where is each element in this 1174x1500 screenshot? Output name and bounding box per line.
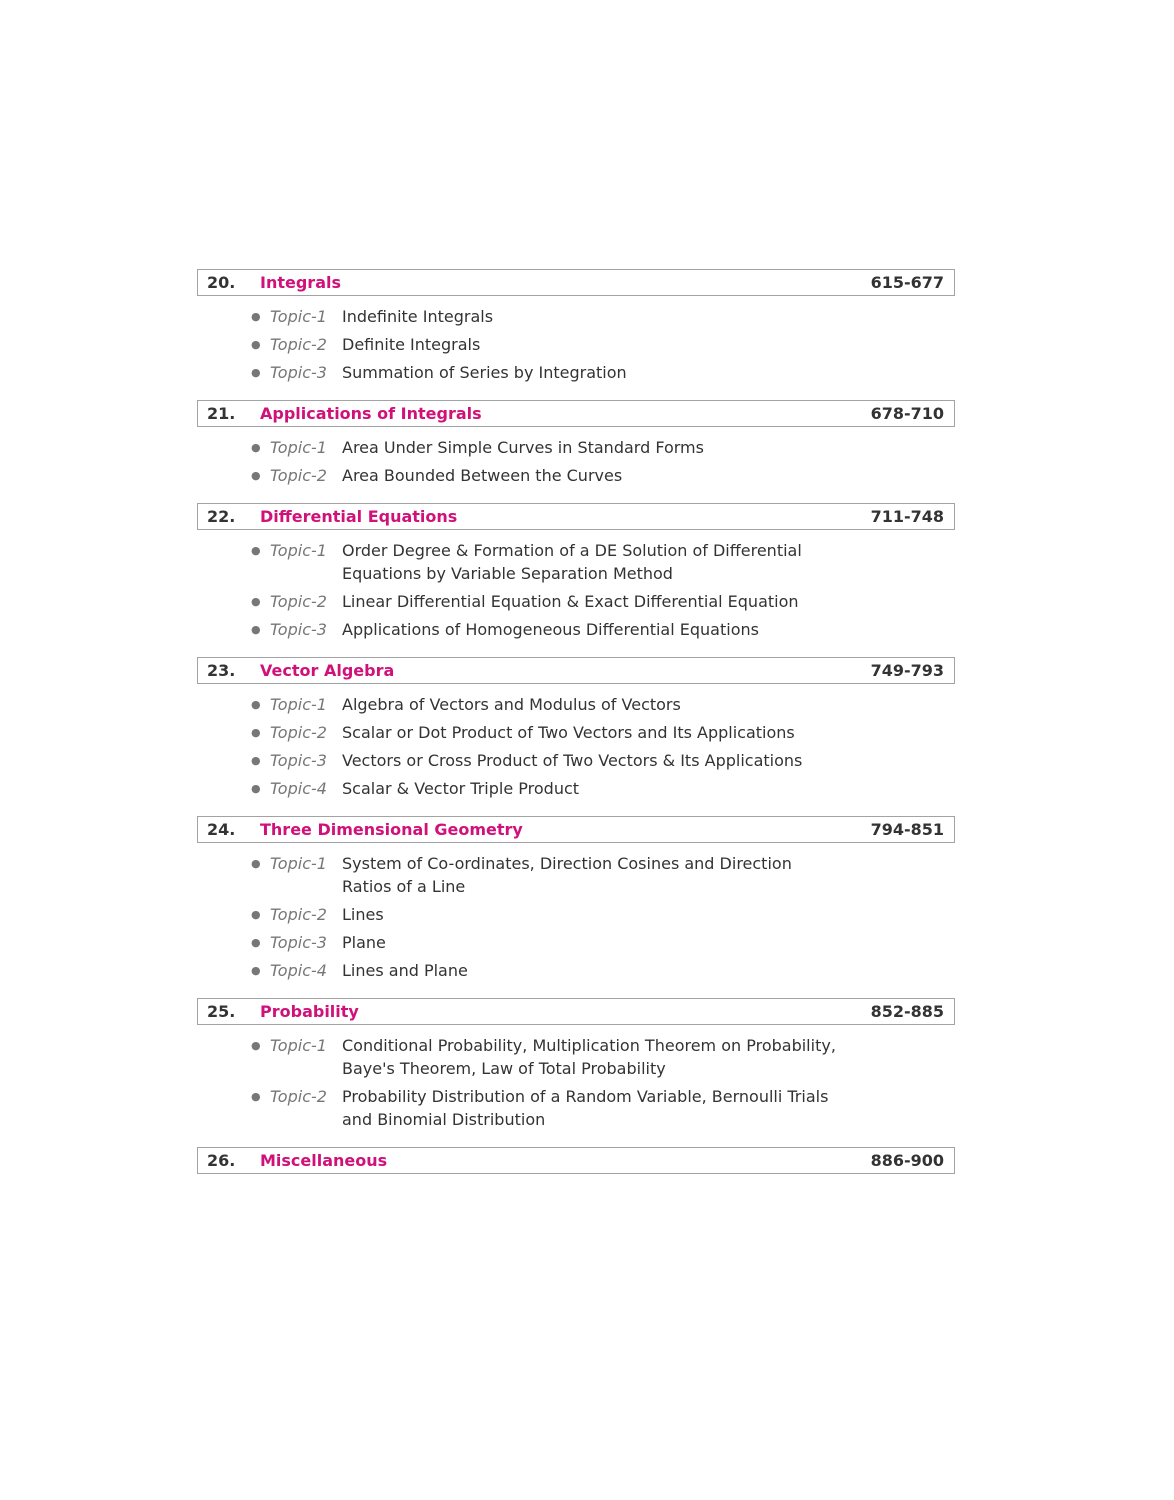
topic-label: Topic-4 xyxy=(270,961,327,980)
topic-text: Conditional Probability, Multiplication Theorem on Probability, Baye's Theorem, Law of Total Probability xyxy=(342,1036,836,1078)
bullet-icon: ● xyxy=(251,754,261,767)
list-item xyxy=(197,777,955,800)
chapter-title: Three Dimensional Geometry xyxy=(260,820,523,839)
list-item xyxy=(197,333,955,356)
topic-text: System of Co-ordinates, Direction Cosines and Direction Ratios of a Line xyxy=(342,854,792,896)
topic-list xyxy=(197,530,955,657)
bullet-icon: ● xyxy=(251,857,261,870)
chapter-pages: 711-748 xyxy=(870,507,944,526)
chapter-pages: 749-793 xyxy=(870,661,944,680)
bullet-icon: ● xyxy=(251,698,261,711)
topic-list xyxy=(197,427,955,503)
chapter-header xyxy=(197,816,955,843)
list-item xyxy=(197,1034,955,1080)
topic-list xyxy=(197,684,955,816)
chapter-number: 21. xyxy=(207,404,236,423)
bullet-icon: ● xyxy=(251,1090,261,1103)
chapter-number: 20. xyxy=(207,273,236,292)
bullet-icon: ● xyxy=(251,936,261,949)
list-item xyxy=(197,852,955,898)
topic-text: Plane xyxy=(342,933,386,952)
list-item xyxy=(197,931,955,954)
chapter-title: Applications of Integrals xyxy=(260,404,482,423)
chapter-number: 24. xyxy=(207,820,236,839)
chapter-header xyxy=(197,1147,955,1174)
bullet-icon: ● xyxy=(251,469,261,482)
bullet-icon: ● xyxy=(251,366,261,379)
chapter-pages: 615-677 xyxy=(870,273,944,292)
chapter-header xyxy=(197,657,955,684)
bullet-icon: ● xyxy=(251,782,261,795)
list-item xyxy=(197,464,955,487)
list-item xyxy=(197,305,955,328)
table-of-contents xyxy=(197,269,955,1174)
chapter-number: 25. xyxy=(207,1002,236,1021)
topic-label: Topic-3 xyxy=(270,751,327,770)
chapter-number: 22. xyxy=(207,507,236,526)
chapter-number: 23. xyxy=(207,661,236,680)
topic-label: Topic-1 xyxy=(270,307,327,326)
topic-label: Topic-2 xyxy=(270,592,327,611)
topic-text: Definite Integrals xyxy=(342,335,481,354)
chapter-header xyxy=(197,269,955,296)
topic-text: Scalar or Dot Product of Two Vectors and Its Applications xyxy=(342,723,795,742)
topic-list xyxy=(197,1025,955,1147)
bullet-icon: ● xyxy=(251,310,261,323)
list-item xyxy=(197,618,955,641)
chapter-number: 26. xyxy=(207,1151,236,1170)
topic-label: Topic-2 xyxy=(270,723,327,742)
chapter-header xyxy=(197,400,955,427)
bullet-icon: ● xyxy=(251,544,261,557)
topic-text: Probability Distribution of a Random Variable, Bernoulli Trials and Binomial Distribution xyxy=(342,1087,829,1129)
chapter-header xyxy=(197,998,955,1025)
chapter-pages: 852-885 xyxy=(870,1002,944,1021)
list-item xyxy=(197,693,955,716)
topic-label: Topic-2 xyxy=(270,335,327,354)
topic-text: Applications of Homogeneous Differential Equations xyxy=(342,620,759,639)
topic-label: Topic-1 xyxy=(270,541,327,560)
topic-label: Topic-1 xyxy=(270,438,327,457)
topic-text: Lines and Plane xyxy=(342,961,468,980)
topic-text: Area Under Simple Curves in Standard Forms xyxy=(342,438,704,457)
bullet-icon: ● xyxy=(251,964,261,977)
bullet-icon: ● xyxy=(251,595,261,608)
list-item xyxy=(197,749,955,772)
bullet-icon: ● xyxy=(251,623,261,636)
topic-label: Topic-3 xyxy=(270,620,327,639)
chapter-pages: 678-710 xyxy=(870,404,944,423)
topic-text: Scalar & Vector Triple Product xyxy=(342,779,580,798)
bullet-icon: ● xyxy=(251,338,261,351)
list-item xyxy=(197,959,955,982)
topic-text: Area Bounded Between the Curves xyxy=(342,466,623,485)
bullet-icon: ● xyxy=(251,726,261,739)
topic-label: Topic-3 xyxy=(270,363,327,382)
topic-text: Vectors or Cross Product of Two Vectors & Its Applications xyxy=(342,751,803,770)
topic-label: Topic-1 xyxy=(270,854,327,873)
list-item xyxy=(197,721,955,744)
chapter-header xyxy=(197,503,955,530)
chapter-pages: 886-900 xyxy=(870,1151,944,1170)
topic-text: Lines xyxy=(342,905,384,924)
list-item xyxy=(197,1085,955,1131)
list-item xyxy=(197,436,955,459)
bullet-icon: ● xyxy=(251,441,261,454)
topic-list xyxy=(197,843,955,998)
list-item xyxy=(197,361,955,384)
topic-label: Topic-1 xyxy=(270,695,327,714)
bullet-icon: ● xyxy=(251,1039,261,1052)
bullet-icon: ● xyxy=(251,908,261,921)
topic-label: Topic-2 xyxy=(270,905,327,924)
topic-label: Topic-2 xyxy=(270,1087,327,1106)
topic-text: Order Degree & Formation of a DE Solution of Differential Equations by Variable Separation Method xyxy=(342,541,802,583)
topic-label: Topic-1 xyxy=(270,1036,327,1055)
list-item xyxy=(197,590,955,613)
topic-text: Algebra of Vectors and Modulus of Vectors xyxy=(342,695,681,714)
chapter-pages: 794-851 xyxy=(870,820,944,839)
list-item xyxy=(197,539,955,585)
topic-list xyxy=(197,296,955,400)
topic-text: Linear Differential Equation & Exact Differential Equation xyxy=(342,592,799,611)
chapter-title: Vector Algebra xyxy=(260,661,395,680)
topic-label: Topic-2 xyxy=(270,466,327,485)
chapter-title: Differential Equations xyxy=(260,507,458,526)
chapter-title: Integrals xyxy=(260,273,341,292)
chapter-title: Miscellaneous xyxy=(260,1151,388,1170)
topic-label: Topic-3 xyxy=(270,933,327,952)
chapter-title: Probability xyxy=(260,1002,359,1021)
topic-text: Indefinite Integrals xyxy=(342,307,494,326)
topic-text: Summation of Series by Integration xyxy=(342,363,627,382)
topic-label: Topic-4 xyxy=(270,779,327,798)
list-item xyxy=(197,903,955,926)
